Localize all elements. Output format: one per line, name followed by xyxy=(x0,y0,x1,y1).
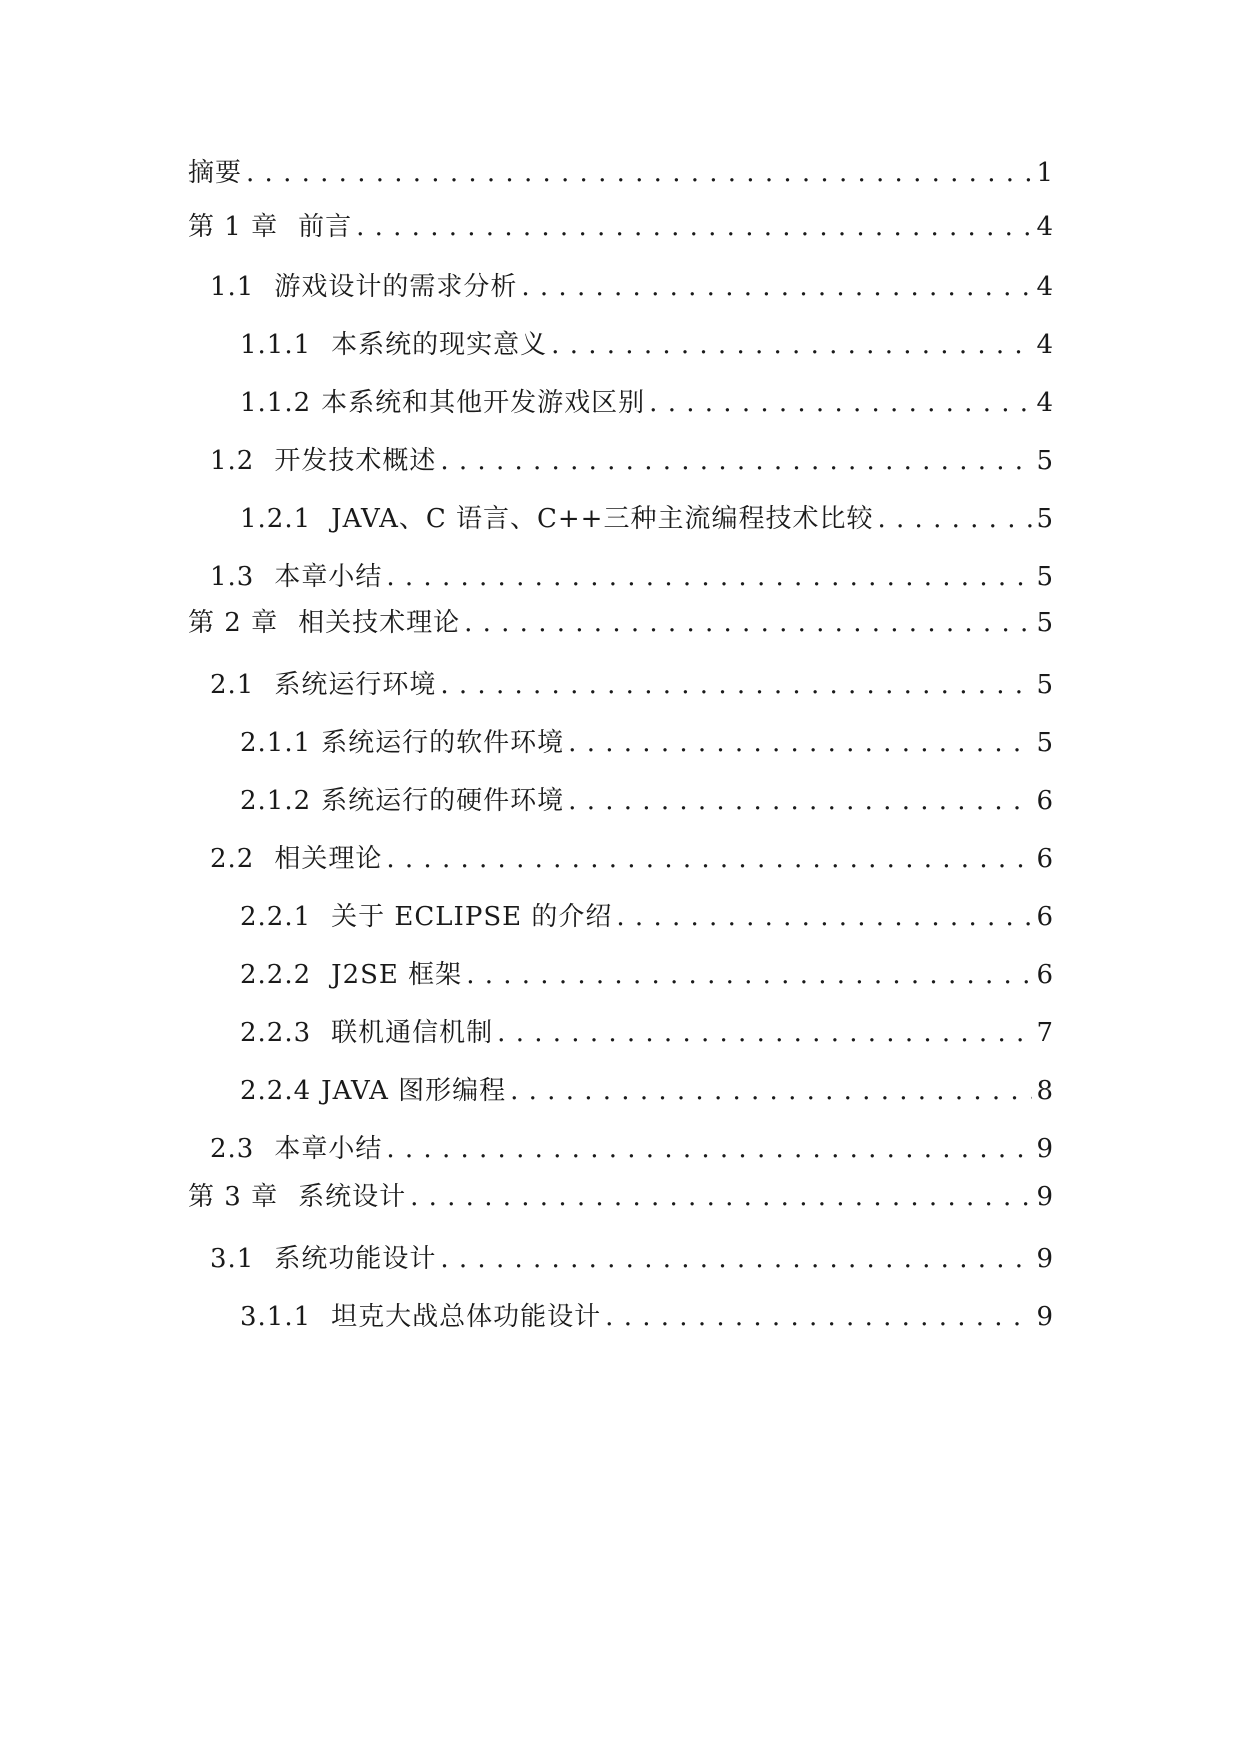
toc-dot-leader xyxy=(386,560,1032,594)
toc-entry-label xyxy=(240,1016,493,1050)
toc-entry-number: 2.2 xyxy=(210,844,255,874)
toc-entry-label xyxy=(210,560,382,594)
toc-page-number: 9 xyxy=(1036,1134,1053,1164)
toc-entry-number: 第 2 章 xyxy=(188,608,279,638)
toc-dot-leader xyxy=(510,1074,1032,1108)
toc-dot-leader xyxy=(521,270,1032,304)
toc-entry-title: 本章小结 xyxy=(274,1134,383,1164)
toc-entry-chapter-2[interactable] xyxy=(188,600,1053,640)
toc-page-number: 5 xyxy=(1036,608,1053,638)
toc-entry-section-1-2-1[interactable] xyxy=(240,496,1053,536)
toc-entry-label xyxy=(210,1132,382,1166)
toc-entry-label xyxy=(240,958,462,992)
toc-entry-title: 本系统的现实意义 xyxy=(331,330,548,360)
toc-entry-title: JAVA 图形编程 xyxy=(321,1076,507,1106)
toc-entry-number: 3.1 xyxy=(210,1244,255,1274)
toc-page-number: 5 xyxy=(1036,728,1053,758)
toc-entry-section-2-2-4[interactable] xyxy=(240,1068,1053,1108)
toc-entry-label xyxy=(240,1300,601,1334)
toc-entry-section-2-2[interactable] xyxy=(210,836,1053,876)
toc-entry-section-3-1[interactable] xyxy=(210,1236,1053,1276)
toc-entry-number: 2.2.3 xyxy=(240,1018,312,1048)
toc-page-number: 6 xyxy=(1036,786,1053,816)
toc-page-number: 5 xyxy=(1036,504,1053,534)
toc-page-number: 5 xyxy=(1036,562,1053,592)
toc-entry-number: 3.1.1 xyxy=(240,1302,312,1332)
toc-page-number: 1 xyxy=(1036,158,1053,188)
toc-entry-section-2-1-2[interactable] xyxy=(240,778,1053,818)
toc-entry-label xyxy=(240,726,564,760)
toc-entry-number: 1.3 xyxy=(210,562,255,592)
toc-entry-section-1-1-2[interactable] xyxy=(240,380,1053,420)
toc-entry-title: 系统运行环境 xyxy=(274,670,437,700)
toc-entry-label xyxy=(188,210,352,244)
toc-dot-leader xyxy=(246,156,1032,190)
toc-entry-title: 联机通信机制 xyxy=(331,1018,494,1048)
toc-entry-label xyxy=(210,1242,436,1276)
toc-dot-leader xyxy=(568,726,1032,760)
toc-page-number: 6 xyxy=(1036,844,1053,874)
toc-entry-section-1-2[interactable] xyxy=(210,438,1053,478)
toc-entry-number: 2.2.2 xyxy=(240,960,312,990)
toc-page-number: 6 xyxy=(1036,960,1053,990)
toc-entry-number: 1.2.1 xyxy=(240,504,312,534)
toc-page-number: 4 xyxy=(1036,330,1053,360)
toc-entry-title: 摘要 xyxy=(188,158,243,188)
toc-dot-leader xyxy=(440,1242,1032,1276)
toc-entry-label xyxy=(210,444,436,478)
toc-entry-chapter-1[interactable] xyxy=(188,204,1053,244)
toc-entry-section-2-2-1[interactable] xyxy=(240,894,1053,934)
toc-entry-label xyxy=(188,606,460,640)
toc-entry-title: J2SE 框架 xyxy=(331,960,463,990)
toc-dot-leader xyxy=(649,386,1032,420)
toc-entry-number: 2.2.4 xyxy=(240,1076,312,1106)
toc-entry-title: 系统设计 xyxy=(298,1182,407,1212)
toc-page-number: 6 xyxy=(1036,902,1053,932)
toc-entry-number: 1.1 xyxy=(210,272,255,302)
toc-entry-section-2-1-1[interactable] xyxy=(240,720,1053,760)
toc-entry-label xyxy=(210,842,382,876)
toc-entry-title: 游戏设计的需求分析 xyxy=(274,272,518,302)
toc-page-number: 9 xyxy=(1036,1244,1053,1274)
toc-dot-leader xyxy=(440,444,1032,478)
toc-entry-label xyxy=(240,900,612,934)
toc-page-number: 4 xyxy=(1036,272,1053,302)
toc-dot-leader xyxy=(616,900,1032,934)
toc-entry-number: 1.2 xyxy=(210,446,255,476)
toc-entry-abstract[interactable] xyxy=(188,150,1053,190)
toc-dot-leader xyxy=(568,784,1032,818)
toc-entry-title: 系统运行的硬件环境 xyxy=(321,786,565,816)
toc-entry-number: 2.3 xyxy=(210,1134,255,1164)
toc-page-number: 7 xyxy=(1036,1018,1053,1048)
toc-entry-number: 第 1 章 xyxy=(188,212,279,242)
toc-entry-number: 2.2.1 xyxy=(240,902,312,932)
toc-entry-section-1-1-1[interactable] xyxy=(240,322,1053,362)
toc-entry-title: 本章小结 xyxy=(274,562,383,592)
toc-dot-leader xyxy=(605,1300,1032,1334)
toc-entry-title: 前言 xyxy=(298,212,353,242)
toc-entry-number: 1.1.1 xyxy=(240,330,312,360)
toc-entry-section-3-1-1[interactable] xyxy=(240,1294,1053,1334)
toc-entry-label xyxy=(240,1074,506,1108)
toc-entry-section-2-2-3[interactable] xyxy=(240,1010,1053,1050)
toc-dot-leader xyxy=(386,842,1032,876)
toc-dot-leader xyxy=(410,1180,1032,1214)
toc-entry-label xyxy=(240,386,645,420)
toc-entry-label xyxy=(240,502,873,536)
toc-entry-section-2-2-2[interactable] xyxy=(240,952,1053,992)
toc-dot-leader xyxy=(440,668,1032,702)
toc-dot-leader xyxy=(877,502,1032,536)
toc-entry-title: 相关技术理论 xyxy=(298,608,461,638)
toc-dot-leader xyxy=(497,1016,1032,1050)
toc-page-number: 9 xyxy=(1036,1182,1053,1212)
toc-entry-title: JAVA、C 语言、C++三种主流编程技术比较 xyxy=(331,504,874,534)
toc-entry-section-2-1[interactable] xyxy=(210,662,1053,702)
toc-entry-title: 系统功能设计 xyxy=(274,1244,437,1274)
toc-entry-number: 第 3 章 xyxy=(188,1182,279,1212)
toc-entry-title: 本系统和其他开发游戏区别 xyxy=(321,388,646,418)
toc-entry-title: 坦克大战总体功能设计 xyxy=(331,1302,602,1332)
toc-dot-leader xyxy=(464,606,1032,640)
toc-dot-leader xyxy=(386,1132,1032,1166)
toc-entry-section-1-1[interactable] xyxy=(210,264,1053,304)
toc-entry-section-1-3[interactable] xyxy=(210,554,1053,594)
toc-dot-leader xyxy=(466,958,1032,992)
toc-entry-number: 1.1.2 xyxy=(240,388,312,418)
toc-entry-label xyxy=(210,270,517,304)
toc-entry-label xyxy=(240,328,547,362)
toc-entry-title: 开发技术概述 xyxy=(274,446,437,476)
toc-page-number: 4 xyxy=(1036,388,1053,418)
toc-page-number: 5 xyxy=(1036,670,1053,700)
toc-page-number: 8 xyxy=(1036,1076,1053,1106)
toc-entry-number: 2.1 xyxy=(210,670,255,700)
toc-entry-number: 2.1.2 xyxy=(240,786,312,816)
toc-page-number: 9 xyxy=(1036,1302,1053,1332)
toc-entry-title: 系统运行的软件环境 xyxy=(321,728,565,758)
toc-entry-label xyxy=(188,1180,406,1214)
toc-entry-number: 2.1.1 xyxy=(240,728,312,758)
toc-page-number: 5 xyxy=(1036,446,1053,476)
toc-entry-section-2-3[interactable] xyxy=(210,1126,1053,1166)
toc-entry-label xyxy=(210,668,436,702)
toc-dot-leader xyxy=(356,210,1032,244)
toc-entry-label xyxy=(240,784,564,818)
toc-entry-title: 相关理论 xyxy=(274,844,383,874)
toc-dot-leader xyxy=(551,328,1032,362)
toc-entry-chapter-3[interactable] xyxy=(188,1174,1053,1214)
toc-page-number: 4 xyxy=(1036,212,1053,242)
toc-entry-title: 关于 ECLIPSE 的介绍 xyxy=(331,902,613,932)
